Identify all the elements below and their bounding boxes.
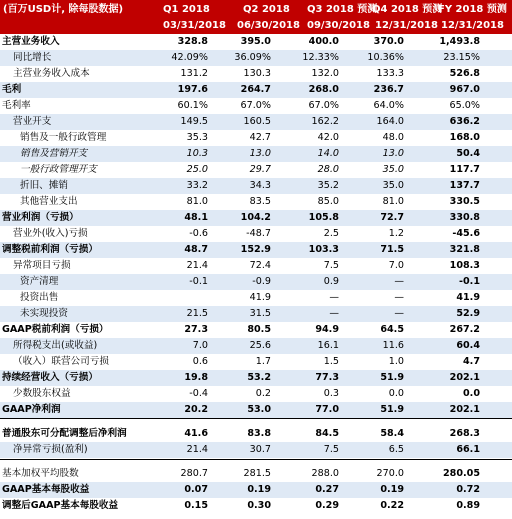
row-value: 202.1: [449, 404, 480, 415]
row-value: 25.0: [186, 164, 208, 175]
row-value: 0.0: [388, 388, 404, 399]
row-value: 0.19: [247, 484, 271, 495]
row-label: 调整后GAAP基本每股收益: [2, 500, 119, 511]
row-value: 108.3: [449, 260, 480, 271]
table-row: [0, 306, 512, 322]
row-value: 131.2: [180, 68, 208, 79]
row-value: -45.6: [452, 228, 480, 239]
row-value: 81.0: [382, 196, 404, 207]
row-value: 35.2: [317, 180, 339, 191]
row-value: 280.7: [180, 468, 208, 479]
row-value: 288.0: [311, 468, 339, 479]
row-value: 72.4: [249, 260, 271, 271]
row-value: 236.7: [373, 84, 404, 95]
row-value: -0.6: [189, 228, 208, 239]
row-value: [136, 290, 208, 306]
row-value: 0.29: [315, 500, 339, 511]
table-row: [0, 146, 512, 162]
row-value: 264.7: [240, 84, 271, 95]
row-label: GAAP基本每股收益: [2, 484, 90, 495]
col-header-q1-period: Q1 2018: [163, 4, 210, 15]
row-value: 42.7: [249, 132, 271, 143]
col-header-fy-date: 12/31/2018: [441, 20, 504, 31]
row-value: 7.0: [388, 260, 404, 271]
row-value: 41.6: [184, 428, 208, 439]
section-divider: [0, 418, 512, 419]
row-value: 0.15: [184, 500, 208, 511]
row-value: —: [394, 308, 404, 319]
table-row: [0, 82, 512, 98]
row-label: 普通股东可分配调整后净利润: [2, 428, 127, 439]
row-value: 48.7: [184, 244, 208, 255]
row-label: 营业外(收入)亏损: [13, 228, 88, 239]
row-value: 1.2: [388, 228, 404, 239]
row-value: 19.8: [184, 372, 208, 383]
row-value: 0.89: [456, 500, 480, 511]
col-header-q3-period: Q3 2018 预测: [307, 4, 378, 15]
row-value: 94.9: [315, 324, 339, 335]
row-value: 526.8: [449, 68, 480, 79]
row-label: 未实现投资: [20, 308, 68, 319]
row-value: 29.7: [249, 164, 271, 175]
section-divider: [0, 459, 512, 460]
row-value: 21.5: [186, 308, 208, 319]
table-row: [0, 242, 512, 258]
row-value: 7.5: [323, 260, 339, 271]
row-value: 967.0: [449, 84, 480, 95]
row-value: 83.8: [247, 428, 271, 439]
row-value: 34.3: [249, 180, 271, 191]
row-label: 销售及一般行政管理: [20, 132, 107, 143]
row-value: 10.36%: [367, 52, 404, 63]
row-value: 35.3: [186, 132, 208, 143]
table-row: [0, 322, 512, 338]
row-value: 328.8: [177, 36, 208, 47]
row-value: 105.8: [308, 212, 339, 223]
row-value: 400.0: [308, 36, 339, 47]
table-row: [0, 258, 512, 274]
row-label: 营业开支: [13, 116, 52, 127]
row-value: 162.2: [311, 116, 339, 127]
row-value: 132.0: [311, 68, 339, 79]
row-value: 53.2: [247, 372, 271, 383]
table-row: [0, 50, 512, 66]
row-value: 21.4: [186, 444, 208, 455]
row-label: 资产清理: [20, 276, 59, 287]
row-value: 0.3: [323, 388, 339, 399]
row-label: GAAP净利润: [2, 404, 61, 415]
row-label: 主营业务收入: [2, 36, 60, 47]
row-value: 77.0: [315, 404, 339, 415]
row-value: 6.5: [388, 444, 404, 455]
row-label: 投资出售: [20, 292, 59, 303]
row-value: 14.0: [317, 148, 339, 159]
row-value: 35.0: [382, 180, 404, 191]
table-row: [0, 466, 512, 482]
col-header-q2-date: 06/30/2018: [237, 20, 300, 31]
col-header-q4-date: 12/31/2018: [375, 20, 438, 31]
row-value: 27.3: [184, 324, 208, 335]
row-value: 23.15%: [443, 52, 480, 63]
row-value: 77.3: [315, 372, 339, 383]
row-value: 41.9: [249, 292, 271, 303]
table-row: [0, 354, 512, 370]
table-row: [0, 210, 512, 226]
row-value: 52.9: [456, 308, 480, 319]
row-value: 330.8: [449, 212, 480, 223]
col-header-q1-date: 03/31/2018: [163, 20, 226, 31]
table-row: [0, 498, 512, 514]
row-value: 0.19: [380, 484, 404, 495]
table-row: [0, 426, 512, 442]
table-row: [0, 290, 512, 306]
row-value: 104.2: [240, 212, 271, 223]
row-value: 268.0: [308, 84, 339, 95]
table-row: [0, 178, 512, 194]
table-row: [0, 98, 512, 114]
row-value: 2.5: [323, 228, 339, 239]
row-label: 基本加权平均股数: [2, 468, 79, 479]
row-value: 7.5: [323, 444, 339, 455]
row-value: 36.09%: [234, 52, 271, 63]
table-row: [0, 34, 512, 50]
row-value: 321.8: [449, 244, 480, 255]
row-value: 51.9: [380, 404, 404, 415]
row-value: -48.7: [246, 228, 271, 239]
row-value: 0.72: [456, 484, 480, 495]
row-value: 67.0%: [240, 100, 271, 111]
row-value: 152.9: [240, 244, 271, 255]
row-value: 1.0: [388, 356, 404, 367]
row-value: -0.9: [252, 276, 271, 287]
row-value: 370.0: [373, 36, 404, 47]
row-value: 0.27: [315, 484, 339, 495]
row-value: —: [329, 292, 339, 303]
row-label: 折旧、摊销: [20, 180, 68, 191]
table-row: [0, 442, 512, 458]
row-value: 130.3: [243, 68, 271, 79]
unit-label: (百万USD计, 除每股数据): [3, 4, 124, 15]
row-label: （收入）联营公司亏损: [13, 356, 109, 367]
row-value: 133.3: [376, 68, 404, 79]
row-value: 13.0: [249, 148, 271, 159]
row-value: 51.9: [380, 372, 404, 383]
row-value: —: [394, 292, 404, 303]
row-value: 0.22: [380, 500, 404, 511]
row-value: 7.0: [192, 340, 208, 351]
table-row: [0, 130, 512, 146]
row-value: 268.3: [449, 428, 480, 439]
row-value: 160.5: [243, 116, 271, 127]
row-label: GAAP税前利润（亏损）: [2, 324, 109, 335]
row-value: -0.4: [189, 388, 208, 399]
row-value: 41.9: [456, 292, 480, 303]
row-value: 636.2: [449, 116, 480, 127]
row-value: 0.07: [184, 484, 208, 495]
row-value: 12.33%: [302, 52, 339, 63]
row-label: 所得税支出(或收益): [13, 340, 98, 351]
table-row: [0, 338, 512, 354]
row-value: 53.0: [247, 404, 271, 415]
row-value: 1.5: [323, 356, 339, 367]
table-row: [0, 370, 512, 386]
table-row: [0, 482, 512, 498]
row-value: 33.2: [186, 180, 208, 191]
row-value: 30.7: [249, 444, 271, 455]
row-value: 20.2: [184, 404, 208, 415]
row-value: 64.0%: [373, 100, 404, 111]
row-value: 1.7: [255, 356, 271, 367]
row-value: 202.1: [449, 372, 480, 383]
row-value: 149.5: [180, 116, 208, 127]
row-value: 71.5: [380, 244, 404, 255]
row-value: 64.5: [380, 324, 404, 335]
col-header-q2-period: Q2 2018: [243, 4, 290, 15]
row-value: 0.2: [255, 388, 271, 399]
row-label: 持续经营收入（亏损）: [2, 372, 98, 383]
row-value: 48.1: [184, 212, 208, 223]
row-value: 80.5: [247, 324, 271, 335]
row-value: 28.0: [317, 164, 339, 175]
row-value: 0.0: [463, 388, 480, 399]
row-value: 270.0: [376, 468, 404, 479]
row-label: 少数股东权益: [13, 388, 71, 399]
table-header: [0, 0, 512, 34]
row-label: 异常项目亏损: [13, 260, 71, 271]
row-value: 11.6: [382, 340, 404, 351]
row-value: 281.5: [243, 468, 271, 479]
row-value: 42.0: [317, 132, 339, 143]
row-label: 其他营业支出: [20, 196, 78, 207]
row-value: 84.5: [315, 428, 339, 439]
row-value: 13.0: [382, 148, 404, 159]
row-value: 60.4: [456, 340, 480, 351]
row-value: 103.3: [308, 244, 339, 255]
row-value: 168.0: [449, 132, 480, 143]
row-value: 197.6: [177, 84, 208, 95]
row-value: 267.2: [449, 324, 480, 335]
row-value: 0.6: [192, 356, 208, 367]
row-value: 25.6: [249, 340, 271, 351]
table-row: [0, 162, 512, 178]
row-value: 65.0%: [449, 100, 480, 111]
row-value: 10.3: [186, 148, 208, 159]
row-label: 一般行政管理开支: [20, 164, 97, 175]
row-label: 销售及营销开支: [20, 148, 88, 159]
row-value: 16.1: [317, 340, 339, 351]
row-value: -0.1: [189, 276, 208, 287]
row-value: 330.5: [449, 196, 480, 207]
row-value: 35.0: [382, 164, 404, 175]
table-row: [0, 226, 512, 242]
row-label: 营业利润（亏损）: [2, 212, 79, 223]
table-row: [0, 402, 512, 418]
row-value: 117.7: [449, 164, 480, 175]
row-label: 毛利率: [2, 100, 31, 111]
row-value: 83.5: [249, 196, 271, 207]
row-value: 137.7: [449, 180, 480, 191]
row-value: 4.7: [463, 356, 480, 367]
row-value: 67.0%: [308, 100, 339, 111]
row-value: 42.09%: [171, 52, 208, 63]
row-value: 280.05: [442, 468, 480, 479]
row-value: -0.1: [459, 276, 480, 287]
row-value: 164.0: [376, 116, 404, 127]
row-value: 395.0: [240, 36, 271, 47]
row-label: 主营业务收入成本: [13, 68, 90, 79]
row-value: 81.0: [186, 196, 208, 207]
table-row: [0, 274, 512, 290]
row-label: 同比增长: [13, 52, 52, 63]
row-label: 毛利: [2, 84, 22, 95]
col-header-q4-period: Q4 2018 预测: [372, 4, 443, 15]
row-value: 1,493.8: [439, 36, 480, 47]
row-value: —: [394, 276, 404, 287]
row-value: 85.0: [317, 196, 339, 207]
row-value: —: [329, 308, 339, 319]
row-value: 50.4: [456, 148, 480, 159]
row-value: 0.30: [247, 500, 271, 511]
row-value: 31.5: [249, 308, 271, 319]
row-label: 调整税前利润（亏损）: [2, 244, 98, 255]
row-label: 净异常亏损(盈利): [13, 444, 88, 455]
row-value: 60.1%: [177, 100, 208, 111]
row-value: 66.1: [456, 444, 480, 455]
row-value: 72.7: [380, 212, 404, 223]
table-row: [0, 66, 512, 82]
row-value: 58.4: [380, 428, 404, 439]
row-value: 48.0: [382, 132, 404, 143]
row-value: 21.4: [186, 260, 208, 271]
table-row: [0, 114, 512, 130]
table-row: [0, 386, 512, 402]
table-row: [0, 194, 512, 210]
col-header-fy-period: FY 2018 预测: [438, 4, 507, 15]
row-value: 0.9: [323, 276, 339, 287]
col-header-q3-date: 09/30/2018: [307, 20, 370, 31]
